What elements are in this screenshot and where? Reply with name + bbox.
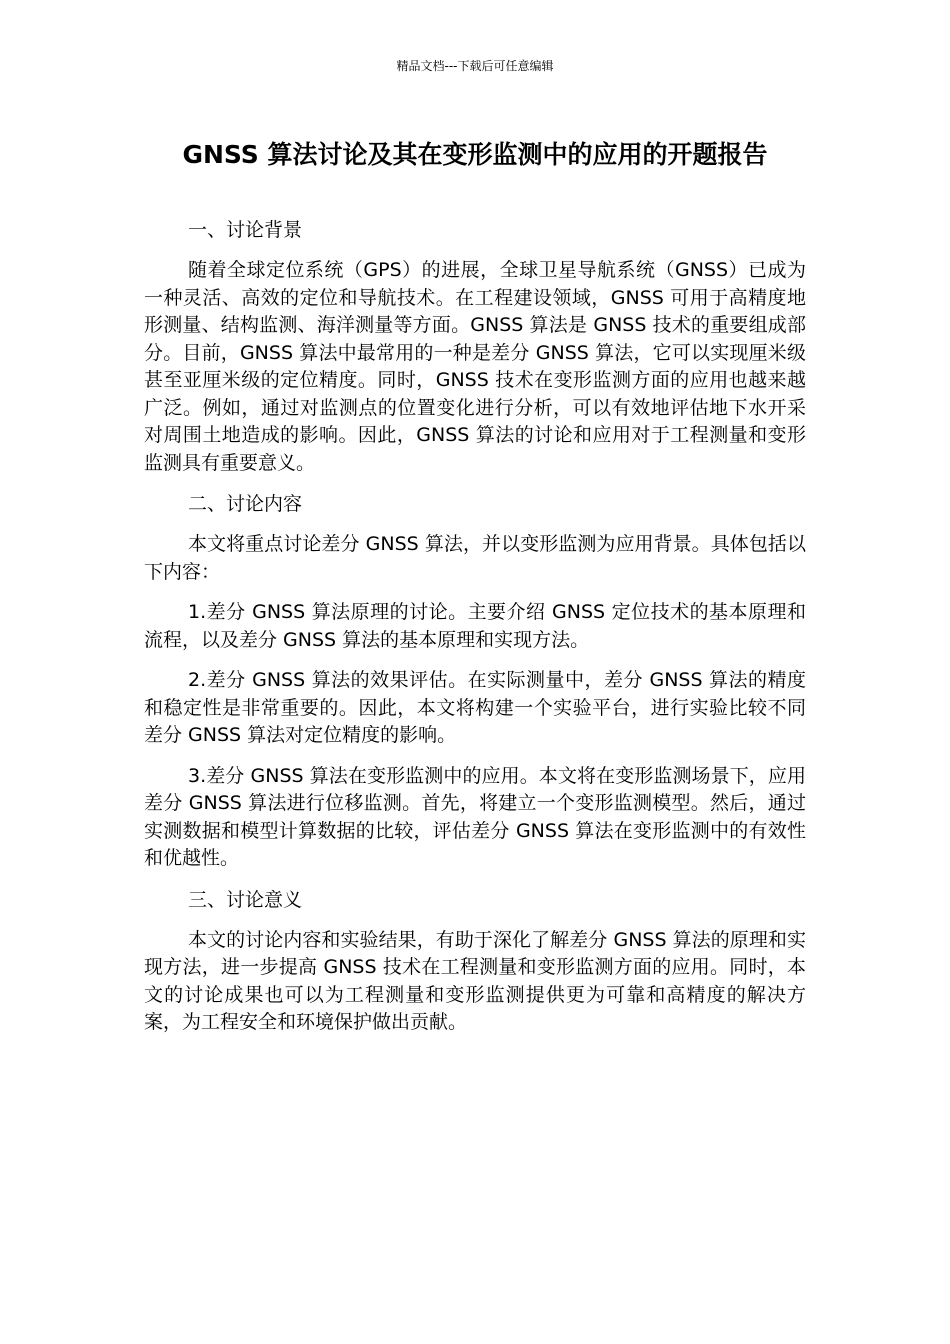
list-item-paragraph: 3.差分 GNSS 算法在变形监测中的应用。本文将在变形监测场景下，应用差分 GNSS 算法进行位移监测。首先，将建立一个变形监测模型。然后，通过实测数据和模型计算数据的比较，评估差分 GNSS 算法在变形监测中的有效性和优越性。 [144, 764, 806, 869]
section-content [144, 490, 806, 873]
document-title: GNSS 算法讨论及其在变形监测中的应用的开题报告 [182, 140, 768, 169]
section-heading: 三、讨论意义 [188, 888, 303, 911]
page-header-note: 精品文档---下载后可任意编辑 [396, 59, 554, 73]
list-item-paragraph: 2.差分 GNSS 算法的效果评估。在实际测量中，差分 GNSS 算法的精度和稳定性是非常重要的。因此，本文将构建一个实验平台，进行实验比较不同差分 GNSS 算法对定位精度的影响。 [144, 669, 806, 746]
paragraph: 本文的讨论内容和实验结果，有助于深化了解差分 GNSS 算法的原理和实现方法，进一步提高 GNSS 技术在工程测量和变形监测方面的应用。同时，本文的讨论成果也可以为工程测量和变形监测提供更为可靠和高精度的解决方案，为工程安全和环境保护做出贡献。 [144, 928, 806, 1033]
paragraph: 随着全球定位系统（GPS）的进展，全球卫星导航系统（GNSS）已成为一种灵活、高效的定位和导航技术。在工程建设领域，GNSS 可用于高精度地形测量、结构监测、海洋测量等方面。GNSS 算法是 GNSS 技术的重要组成部分。目前，GNSS 算法中最常用的一种是差分 GNSS 算法，它可以实现厘米级甚至亚厘米级的定位精度。同时，GNSS 技术在变形监测方面的应用也越来越广泛。例如，通过对监测点的位置变化进行分析，可以有效地评估地下水开采对周围土地造成的影响。因此，GNSS 算法的讨论和应用对于工程测量和变形监测具有重要意义。 [144, 259, 806, 474]
section-heading: 二、讨论内容 [188, 493, 303, 515]
list-item-paragraph: 1.差分 GNSS 算法原理的讨论。主要介绍 GNSS 定位技术的基本原理和流程，以及差分 GNSS 算法的基本原理和实现方法。 [144, 601, 806, 651]
section-heading: 一、讨论背景 [188, 219, 303, 241]
section-background [144, 216, 806, 477]
document-body [144, 216, 806, 1050]
section-significance [144, 886, 806, 1037]
paragraph: 本文将重点讨论差分 GNSS 算法，并以变形监测为应用背景。具体包括以下内容： [144, 533, 806, 583]
